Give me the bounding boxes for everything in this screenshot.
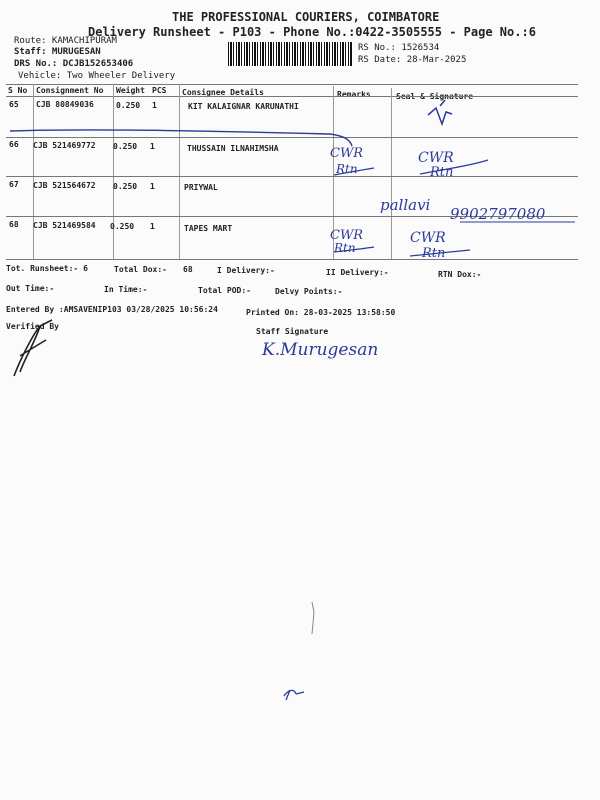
col-sno: S No	[8, 86, 28, 95]
stray-mark	[312, 602, 314, 634]
row-sno: 65	[9, 100, 19, 109]
row-pcs: 1	[152, 101, 157, 110]
remark-66b: Rtn	[336, 162, 358, 176]
out-time: Out Time:-	[6, 284, 55, 293]
verified-signature	[14, 320, 52, 376]
in-time: In Time:-	[104, 285, 148, 294]
row-sno: 68	[9, 220, 19, 229]
row-weight: 0.250	[113, 142, 138, 151]
bottom-scribble	[284, 690, 304, 700]
row-consignment: CJB 521564672	[33, 181, 96, 190]
seal-66: CWR	[418, 150, 454, 166]
note-67: pallavi	[380, 196, 431, 214]
rs-number: RS No.: 1526534	[358, 43, 440, 53]
col-seal-signature: Seal & Signature	[396, 92, 474, 101]
seal-65-scribble	[428, 100, 452, 124]
seal-68: CWR	[410, 230, 446, 246]
total-pod: Total POD:-	[198, 286, 251, 295]
verified-by: Verified By	[6, 322, 59, 331]
vehicle: Vehicle: Two Wheeler Delivery	[18, 71, 176, 81]
seal-66-underline	[420, 160, 488, 174]
seal-68-underline	[410, 250, 470, 256]
col-remarks: Remarks	[337, 90, 371, 99]
printed-on: Printed On: 28-03-2025 13:58:50	[246, 308, 396, 317]
rs-date: RS Date: 28-Mar-2025	[358, 55, 467, 65]
phone-67: 9902797080	[450, 205, 546, 223]
remark-68-underline	[334, 247, 374, 252]
route: Route: KAMACHIPURAM	[14, 36, 117, 46]
total-runsheet: Tot. Runsheet:- 6	[6, 264, 88, 273]
col-pcs: PCS	[152, 86, 167, 95]
row-sno: 67	[9, 180, 19, 189]
row-pcs: 1	[150, 222, 155, 231]
row-pcs: 1	[150, 182, 155, 191]
total-dox-value: 68	[183, 265, 193, 274]
total-dox-label: Total Dox:-	[114, 265, 167, 274]
col-consignment: Consignment No	[36, 86, 104, 95]
row-weight: 0.250	[110, 222, 135, 231]
row-weight: 0.250	[113, 182, 138, 191]
row-weight: 0.250	[116, 101, 141, 110]
delvy-points: Delvy Points:-	[275, 287, 343, 296]
seal-66b: Rtn	[430, 165, 454, 180]
col-consignee: Consignee Details	[182, 88, 264, 97]
row-sno: 66	[9, 140, 19, 149]
row-pcs: 1	[150, 142, 155, 151]
rtn-dox: RTN Dox:-	[438, 270, 482, 279]
company-name: THE PROFESSIONAL COURIERS, COIMBATORE	[172, 10, 440, 24]
row-consignment: CJB 521469772	[33, 141, 96, 150]
entered-by: Entered By :AMSAVENIP103 03/28/2025 10:56:24	[6, 305, 218, 314]
runsheet-title: Delivery Runsheet - P103 - Phone No.:0422-3505555 - Page No.:6	[88, 25, 536, 39]
staff-signature-label: Staff Signature	[256, 327, 329, 336]
remark-68b: Rtn	[334, 241, 356, 255]
seal-68b: Rtn	[422, 246, 446, 261]
remark-66-underline	[334, 168, 374, 175]
row-consignment: CJB 80849036	[36, 100, 94, 109]
staff: Staff: MURUGESAN	[14, 47, 101, 57]
ii-delivery: II Delivery:-	[326, 268, 389, 277]
remark-66: CWR	[330, 146, 364, 161]
row-consignment: CJB 521469584	[33, 221, 96, 230]
row-consignee: TAPES MART	[184, 224, 233, 233]
remark-68: CWR	[330, 228, 364, 243]
strike-line	[10, 130, 352, 146]
drs-number: DRS No.: DCJB152653406	[14, 59, 134, 69]
row-consignee: PRIYWAL	[184, 183, 218, 192]
col-weight: Weight	[116, 86, 145, 95]
row-consignee: KIT KALAIGNAR KARUNATHI	[188, 102, 299, 111]
i-delivery: I Delivery:-	[217, 266, 275, 275]
staff-signature: K.Murugesan	[262, 340, 379, 360]
row-consignee: THUSSAIN ILNAHIMSHA	[187, 144, 279, 153]
